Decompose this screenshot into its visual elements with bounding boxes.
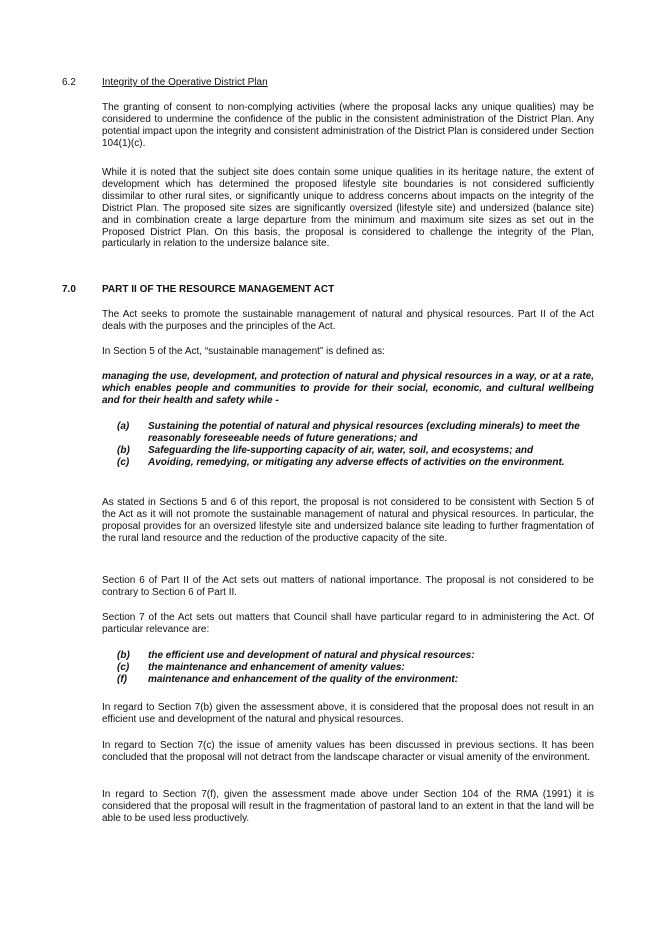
list-item (117, 674, 595, 686)
list-item-label: (a) (117, 421, 130, 432)
list-item-label: (f) (117, 673, 127, 685)
list-item (117, 662, 595, 674)
list-item-label: (c) (117, 456, 130, 468)
definition-criteria-list (117, 421, 595, 469)
list-item (117, 650, 595, 662)
paragraph-7-0-5: Section 7 of the Act sets out matters that Council shall have particular regard to in administering the Act. Of particular relevance are: (102, 612, 594, 635)
list-item-label: (c) (117, 661, 130, 673)
paragraph-7-0-7: In regard to Section 7(c) the issue of amenity values has been discussed in previous sections. It has been concluded that the proposal will not detract from the landscape character or visual amenity of the environment. (102, 740, 594, 763)
list-item-text: maintenance and enhancement of the quality of the environment: (148, 673, 459, 685)
paragraph-7-0-2: In Section 5 of the Act, “sustainable management” is defined as: (102, 346, 385, 357)
paragraph-7-0-3: As stated in Sections 5 and 6 of this report, the proposal is not considered to be consistent with Section 5 of the Act as it will not promote the sustainable management of natural and physical resources. In particular, the proposal provides for an oversized lifestyle site and undersized balance site leading to further fragmentation of the rural land resource and the reduction of the productive capacity of the site. (102, 497, 594, 544)
paragraph-6-2-2: While it is noted that the subject site does contain some unique qualities in its heritage nature, the extent of development which has determined the proposed lifestyle site boundaries is not considered sufficiently dissimilar to other rural sites, or significantly unique to address concerns about impacts on the integrity of the District Plan. The proposed site sizes are significantly oversized (lifestyle site) and undersized (balance site) and in combination create a large departure from the minimum and maximum site sizes as set out in the Proposed District Plan. On this basis, the proposal is considered to challenge the integrity of the Plan, particularly in relation to the undersize balance site. (102, 167, 594, 250)
paragraph-7-0-1: The Act seeks to promote the sustainable management of natural and physical resources. Part II of the Act deals with the purposes and the principles of the Act. (102, 309, 594, 332)
paragraph-7-0-6: In regard to Section 7(b) given the assessment above, it is considered that the proposal does not result in an efficient use and development of the natural and physical resources. (102, 702, 594, 725)
list-item (117, 445, 595, 457)
paragraph-7-0-8: In regard to Section 7(f), given the assessment made above under Section 104 of the RMA (1991) it is considered that the proposal will result in the fragmentation of pastoral land to an extent in that the land will be able to be used less productively. (102, 789, 594, 824)
list-item (117, 421, 595, 445)
paragraph-6-2-1: The granting of consent to non-complying activities (where the proposal lacks any unique qualities) may be considered to undermine the confidence of the public in the consistent administration of the District Plan. Any potential impact upon the integrity and consistent administration of the District Plan is considered under Section 104(1)(c). (102, 102, 594, 149)
section-title-7-0: PART II OF THE RESOURCE MANAGEMENT ACT (102, 284, 335, 295)
section-number-6-2: 6.2 (62, 77, 76, 88)
sustainable-management-definition: managing the use, development, and protection of natural and physical resources in a way, or at a rate, which enables people and communities to provide for their social, economic, and cultural wellbeing and for their health and safety while - (102, 371, 594, 406)
section-7-matters-list (117, 650, 595, 686)
section-number-7-0: 7.0 (62, 284, 76, 295)
list-item-label: (b) (117, 444, 130, 456)
list-item-label: (b) (117, 650, 130, 661)
list-item-text: Sustaining the potential of natural and physical resources (excluding minerals) to meet the reasonably foreseeable needs of future generations; and (148, 421, 580, 444)
list-item-text: the maintenance and enhancement of amenity values: (148, 661, 405, 673)
section-title-6-2: Integrity of the Operative District Plan (102, 77, 268, 88)
list-item (117, 457, 595, 469)
list-item-text: Avoiding, remedying, or mitigating any adverse effects of activities on the environment. (148, 456, 565, 468)
paragraph-7-0-4: Section 6 of Part II of the Act sets out matters of national importance. The proposal is not considered to be contrary to Section 6 of Part II. (102, 575, 594, 598)
list-item-text: the efficient use and development of natural and physical resources: (148, 650, 475, 661)
list-item-text: Safeguarding the life-supporting capacity of air, water, soil, and ecosystems; and (148, 444, 534, 456)
